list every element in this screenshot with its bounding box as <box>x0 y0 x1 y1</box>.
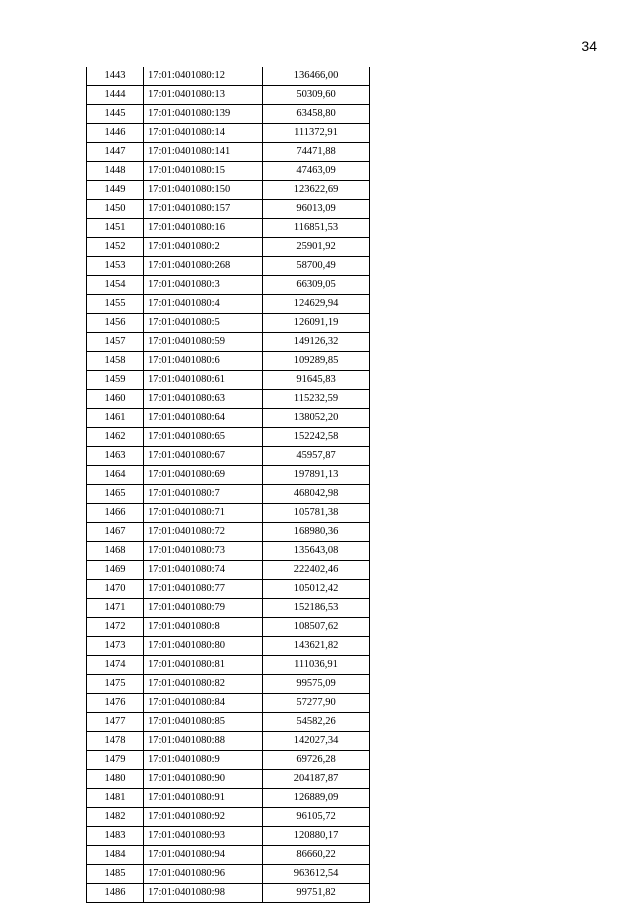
table-row <box>87 352 370 371</box>
cadastral-number-cell: 17:01:0401080:13 <box>144 86 263 105</box>
table-row <box>87 466 370 485</box>
cadastral-number-cell: 17:01:0401080:65 <box>144 428 263 447</box>
row-number-cell: 1466 <box>87 504 144 523</box>
table-row <box>87 238 370 257</box>
value-cell: 66309,05 <box>263 276 370 295</box>
table-row <box>87 789 370 808</box>
row-number-cell: 1454 <box>87 276 144 295</box>
table-row <box>87 675 370 694</box>
table-row <box>87 504 370 523</box>
cadastral-number-cell: 17:01:0401080:80 <box>144 637 263 656</box>
row-number-cell: 1462 <box>87 428 144 447</box>
row-number-cell: 1483 <box>87 827 144 846</box>
cadastral-number-cell: 17:01:0401080:3 <box>144 276 263 295</box>
value-cell: 58700,49 <box>263 257 370 276</box>
row-number-cell: 1449 <box>87 181 144 200</box>
value-cell: 116851,53 <box>263 219 370 238</box>
value-cell: 136466,00 <box>263 67 370 86</box>
table-row <box>87 143 370 162</box>
value-cell: 105012,42 <box>263 580 370 599</box>
cadastral-number-cell: 17:01:0401080:71 <box>144 504 263 523</box>
cadastral-number-cell: 17:01:0401080:268 <box>144 257 263 276</box>
cadastral-number-cell: 17:01:0401080:4 <box>144 295 263 314</box>
cadastral-number-cell: 17:01:0401080:72 <box>144 523 263 542</box>
table-row <box>87 846 370 865</box>
cadastral-number-cell: 17:01:0401080:79 <box>144 599 263 618</box>
row-number-cell: 1482 <box>87 808 144 827</box>
value-cell: 152186,53 <box>263 599 370 618</box>
table-row <box>87 295 370 314</box>
value-cell: 123622,69 <box>263 181 370 200</box>
cadastral-number-cell: 17:01:0401080:85 <box>144 713 263 732</box>
table-row <box>87 257 370 276</box>
table-row <box>87 599 370 618</box>
value-cell: 468042,98 <box>263 485 370 504</box>
table-row <box>87 637 370 656</box>
cadastral-number-cell: 17:01:0401080:98 <box>144 884 263 903</box>
cadastral-number-cell: 17:01:0401080:92 <box>144 808 263 827</box>
cadastral-number-cell: 17:01:0401080:7 <box>144 485 263 504</box>
value-cell: 57277,90 <box>263 694 370 713</box>
value-cell: 222402,46 <box>263 561 370 580</box>
table-row <box>87 124 370 143</box>
cadastral-number-cell: 17:01:0401080:88 <box>144 732 263 751</box>
row-number-cell: 1481 <box>87 789 144 808</box>
table-row <box>87 751 370 770</box>
row-number-cell: 1444 <box>87 86 144 105</box>
table-row <box>87 86 370 105</box>
value-cell: 138052,20 <box>263 409 370 428</box>
value-cell: 109289,85 <box>263 352 370 371</box>
table-row <box>87 409 370 428</box>
row-number-cell: 1453 <box>87 257 144 276</box>
row-number-cell: 1486 <box>87 884 144 903</box>
cadastral-number-cell: 17:01:0401080:61 <box>144 371 263 390</box>
cadastral-number-cell: 17:01:0401080:12 <box>144 67 263 86</box>
value-cell: 111372,91 <box>263 124 370 143</box>
row-number-cell: 1475 <box>87 675 144 694</box>
table-row <box>87 333 370 352</box>
cadastral-number-cell: 17:01:0401080:96 <box>144 865 263 884</box>
cadastral-number-cell: 17:01:0401080:91 <box>144 789 263 808</box>
value-cell: 108507,62 <box>263 618 370 637</box>
value-cell: 91645,83 <box>263 371 370 390</box>
cadastral-number-cell: 17:01:0401080:73 <box>144 542 263 561</box>
cadastral-number-cell: 17:01:0401080:74 <box>144 561 263 580</box>
table-row <box>87 390 370 409</box>
table-row <box>87 523 370 542</box>
cadastral-number-cell: 17:01:0401080:67 <box>144 447 263 466</box>
cadastral-number-cell: 17:01:0401080:84 <box>144 694 263 713</box>
cadastral-number-cell: 17:01:0401080:90 <box>144 770 263 789</box>
table-row <box>87 485 370 504</box>
table-row <box>87 162 370 181</box>
table-row <box>87 656 370 675</box>
row-number-cell: 1473 <box>87 637 144 656</box>
value-cell: 120880,17 <box>263 827 370 846</box>
value-cell: 45957,87 <box>263 447 370 466</box>
row-number-cell: 1456 <box>87 314 144 333</box>
table-row <box>87 67 370 86</box>
table-row <box>87 181 370 200</box>
value-cell: 152242,58 <box>263 428 370 447</box>
value-cell: 69726,28 <box>263 751 370 770</box>
row-number-cell: 1447 <box>87 143 144 162</box>
table-row <box>87 200 370 219</box>
row-number-cell: 1459 <box>87 371 144 390</box>
table-row <box>87 713 370 732</box>
table-row <box>87 808 370 827</box>
value-cell: 142027,34 <box>263 732 370 751</box>
table-row <box>87 732 370 751</box>
table-row <box>87 542 370 561</box>
value-cell: 135643,08 <box>263 542 370 561</box>
value-cell: 99751,82 <box>263 884 370 903</box>
table-row <box>87 865 370 884</box>
value-cell: 96105,72 <box>263 808 370 827</box>
cadastral-number-cell: 17:01:0401080:93 <box>144 827 263 846</box>
cadastral-number-cell: 17:01:0401080:16 <box>144 219 263 238</box>
table-row <box>87 314 370 333</box>
cadastral-number-cell: 17:01:0401080:59 <box>144 333 263 352</box>
row-number-cell: 1455 <box>87 295 144 314</box>
row-number-cell: 1478 <box>87 732 144 751</box>
cadastral-number-cell: 17:01:0401080:81 <box>144 656 263 675</box>
value-cell: 74471,88 <box>263 143 370 162</box>
value-cell: 168980,36 <box>263 523 370 542</box>
row-number-cell: 1476 <box>87 694 144 713</box>
page-number: 34 <box>581 38 597 54</box>
cadastral-number-cell: 17:01:0401080:6 <box>144 352 263 371</box>
cadastral-number-cell: 17:01:0401080:64 <box>144 409 263 428</box>
value-cell: 96013,09 <box>263 200 370 219</box>
table-row <box>87 428 370 447</box>
row-number-cell: 1450 <box>87 200 144 219</box>
row-number-cell: 1458 <box>87 352 144 371</box>
row-number-cell: 1445 <box>87 105 144 124</box>
value-cell: 99575,09 <box>263 675 370 694</box>
table-row <box>87 105 370 124</box>
cadastral-number-cell: 17:01:0401080:9 <box>144 751 263 770</box>
value-cell: 50309,60 <box>263 86 370 105</box>
cadastral-number-cell: 17:01:0401080:94 <box>144 846 263 865</box>
table-row <box>87 580 370 599</box>
cadastral-number-cell: 17:01:0401080:82 <box>144 675 263 694</box>
value-cell: 86660,22 <box>263 846 370 865</box>
value-cell: 25901,92 <box>263 238 370 257</box>
row-number-cell: 1457 <box>87 333 144 352</box>
value-cell: 126889,09 <box>263 789 370 808</box>
row-number-cell: 1448 <box>87 162 144 181</box>
cadastral-number-cell: 17:01:0401080:150 <box>144 181 263 200</box>
value-cell: 115232,59 <box>263 390 370 409</box>
row-number-cell: 1452 <box>87 238 144 257</box>
value-cell: 63458,80 <box>263 105 370 124</box>
table-row <box>87 219 370 238</box>
row-number-cell: 1464 <box>87 466 144 485</box>
row-number-cell: 1485 <box>87 865 144 884</box>
value-cell: 963612,54 <box>263 865 370 884</box>
table-row <box>87 694 370 713</box>
value-cell: 204187,87 <box>263 770 370 789</box>
value-cell: 47463,09 <box>263 162 370 181</box>
row-number-cell: 1474 <box>87 656 144 675</box>
value-cell: 197891,13 <box>263 466 370 485</box>
value-cell: 124629,94 <box>263 295 370 314</box>
cadastral-number-cell: 17:01:0401080:141 <box>144 143 263 162</box>
row-number-cell: 1468 <box>87 542 144 561</box>
table-row <box>87 447 370 466</box>
table-row <box>87 884 370 903</box>
value-cell: 143621,82 <box>263 637 370 656</box>
table-row <box>87 276 370 295</box>
table-row <box>87 561 370 580</box>
table-row <box>87 371 370 390</box>
cadastral-number-cell: 17:01:0401080:139 <box>144 105 263 124</box>
row-number-cell: 1472 <box>87 618 144 637</box>
row-number-cell: 1460 <box>87 390 144 409</box>
value-cell: 54582,26 <box>263 713 370 732</box>
row-number-cell: 1480 <box>87 770 144 789</box>
row-number-cell: 1465 <box>87 485 144 504</box>
row-number-cell: 1484 <box>87 846 144 865</box>
row-number-cell: 1451 <box>87 219 144 238</box>
table-body <box>87 67 370 903</box>
row-number-cell: 1463 <box>87 447 144 466</box>
cadastral-number-cell: 17:01:0401080:69 <box>144 466 263 485</box>
cadastral-number-cell: 17:01:0401080:63 <box>144 390 263 409</box>
cadastral-number-cell: 17:01:0401080:8 <box>144 618 263 637</box>
row-number-cell: 1471 <box>87 599 144 618</box>
data-table <box>86 67 370 903</box>
row-number-cell: 1479 <box>87 751 144 770</box>
value-cell: 105781,38 <box>263 504 370 523</box>
cadastral-number-cell: 17:01:0401080:15 <box>144 162 263 181</box>
row-number-cell: 1469 <box>87 561 144 580</box>
row-number-cell: 1443 <box>87 67 144 86</box>
value-cell: 126091,19 <box>263 314 370 333</box>
cadastral-number-cell: 17:01:0401080:77 <box>144 580 263 599</box>
table-row <box>87 770 370 789</box>
cadastral-number-cell: 17:01:0401080:14 <box>144 124 263 143</box>
table-row <box>87 618 370 637</box>
row-number-cell: 1477 <box>87 713 144 732</box>
value-cell: 149126,32 <box>263 333 370 352</box>
row-number-cell: 1467 <box>87 523 144 542</box>
cadastral-number-cell: 17:01:0401080:157 <box>144 200 263 219</box>
table-row <box>87 827 370 846</box>
row-number-cell: 1461 <box>87 409 144 428</box>
value-cell: 111036,91 <box>263 656 370 675</box>
cadastral-number-cell: 17:01:0401080:5 <box>144 314 263 333</box>
row-number-cell: 1470 <box>87 580 144 599</box>
cadastral-number-cell: 17:01:0401080:2 <box>144 238 263 257</box>
row-number-cell: 1446 <box>87 124 144 143</box>
